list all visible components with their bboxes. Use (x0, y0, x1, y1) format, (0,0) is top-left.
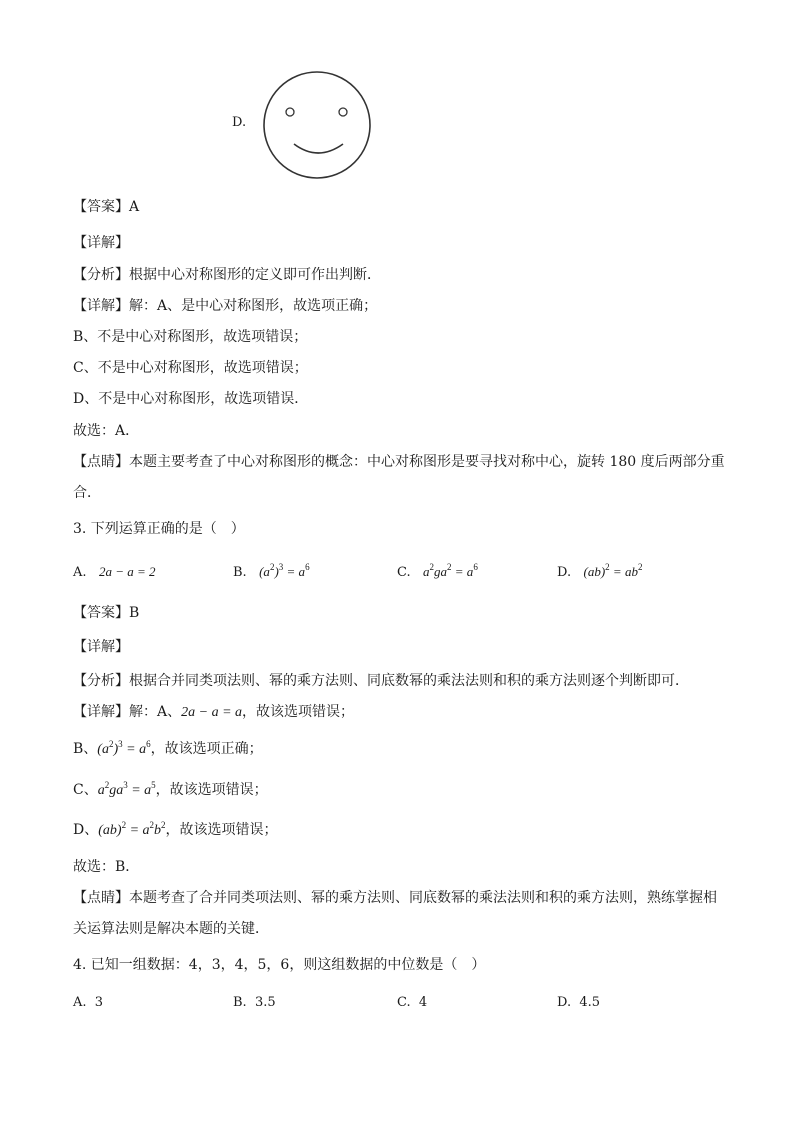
expr-base: (a (259, 564, 270, 579)
expr-outer-exp: 3 (118, 739, 123, 749)
detail-prefix: 【详解】解：A、 (73, 704, 182, 720)
q3-comment-1: 【点睛】本题考查了合并同类项法则、幂的乘方法则、同底数幂的乘法法则和积的乘方法则，熟练掌握相 (73, 890, 717, 906)
expr-rhs: = a (122, 742, 147, 757)
q2-answer: 【答案】A (73, 199, 140, 215)
q2-detail-line: 【详解】解：A、是中心对称图形，故选项正确； (73, 298, 378, 314)
expr-rhs-exp: 6 (305, 562, 310, 572)
c-prefix: C、 (73, 782, 98, 798)
expr-e1: 2 (429, 562, 435, 572)
q4-option-d (557, 993, 600, 1013)
q3-answer: 【答案】B (73, 605, 140, 621)
option-label: C. (397, 995, 411, 1010)
expr-close: ) (274, 564, 279, 579)
q4-option-c (397, 993, 427, 1013)
expr-lhs-exp: 2 (605, 562, 610, 572)
q3-detail-header: 【详解】 (73, 639, 129, 655)
face-outline (264, 72, 370, 178)
option-label: D. (557, 565, 572, 580)
q4-option-a (73, 993, 103, 1013)
option-label: D. (557, 995, 572, 1010)
expr-base: a (423, 564, 430, 579)
q2-b-line: B、不是中心对称图形，故选项错误； (73, 329, 308, 345)
expr-rhs: = a (451, 564, 474, 579)
option-label: C. (397, 565, 411, 580)
smile-mouth (294, 144, 343, 153)
q4-stem: 4. 已知一组数据：4，3，4，5，6，则这组数据的中位数是（ ） (73, 957, 486, 973)
d-prefix: D、 (73, 822, 99, 838)
option-label: B. (233, 565, 247, 580)
expr-rhs-exp: 6 (473, 562, 478, 572)
option-label: A. (73, 995, 87, 1010)
expr-close: ) (113, 742, 119, 757)
q2-d-line: D、不是中心对称图形，故选项错误． (73, 391, 309, 407)
q3-choice: 故选：B． (73, 859, 140, 875)
expr-rhs-exp: 2 (637, 562, 643, 572)
q2-detail-header: 【详解】 (73, 235, 129, 251)
right-eye (339, 108, 347, 116)
q3-stem: 3. 下列运算正确的是（ ） (73, 521, 245, 537)
q3-c-line: C、$a^2ga^3 = a^5$，故该选项错误； (73, 780, 268, 798)
q3-option-b (233, 562, 310, 583)
q2-comment-2: 合． (73, 485, 101, 501)
q3-analysis: 【分析】根据合并同类项法则、幂的乘方法则、同底数幂的乘法法则和积的乘方法则逐个判断即可． (73, 673, 689, 689)
q3-detail-line (73, 702, 354, 723)
option-label: B. (233, 995, 247, 1010)
expr-base: (a (97, 742, 109, 757)
q4-option-b (233, 993, 276, 1013)
c-suffix: ，故该选项错误； (155, 782, 268, 798)
q2-analysis: 【分析】根据中心对称图形的定义即可作出判断． (73, 267, 381, 283)
q3-option-d (557, 562, 642, 583)
b-prefix: B、 (73, 741, 98, 757)
q3-option-a (73, 562, 155, 583)
smiley-face-figure (260, 70, 375, 185)
expr-lhs: (ab) (583, 564, 606, 579)
q3-option-c (397, 562, 478, 583)
option-value: 4.5 (579, 995, 601, 1010)
expr-inner-exp: 2 (269, 562, 275, 572)
q2-c-line: C、不是中心对称图形，故选项错误； (73, 360, 308, 376)
expr-rhs-exp: 6 (146, 739, 151, 749)
expr-outer-exp: 3 (278, 562, 284, 572)
q3-d-line: D、$(ab)^2 = a^2b^2$，故该选项错误； (73, 820, 278, 838)
option-d-label: D. (232, 115, 247, 130)
option-expr: 2a − a = 2 (98, 564, 156, 579)
detail-suffix: ，故该选项错误； (242, 704, 355, 720)
expr-inner-exp: 2 (108, 739, 114, 749)
q3-comment-2: 关运算法则是解决本题的关键． (73, 921, 269, 937)
b-suffix: ，故该选项正确； (150, 741, 263, 757)
option-value: 3 (94, 995, 104, 1010)
option-value: 3.5 (254, 995, 276, 1010)
left-eye (286, 108, 294, 116)
expr-e2: 2 (447, 562, 452, 572)
option-label: A. (73, 565, 87, 580)
option-value: 4 (418, 995, 428, 1010)
q2-comment-1: 【点睛】本题主要考查了中心对称图形的概念：中心对称图形是要寻找对称中心，旋转 180 度后两部分重 (73, 454, 725, 470)
d-suffix: ，故该选项错误； (165, 822, 278, 838)
detail-expr: 2a − a = a (181, 705, 243, 720)
q3-b-line (73, 739, 263, 760)
expr-rhs: = a (283, 564, 306, 579)
expr-rhs: = ab (609, 564, 638, 579)
expr-mid: ga (434, 564, 448, 579)
q2-choice: 故选：A． (73, 423, 140, 439)
